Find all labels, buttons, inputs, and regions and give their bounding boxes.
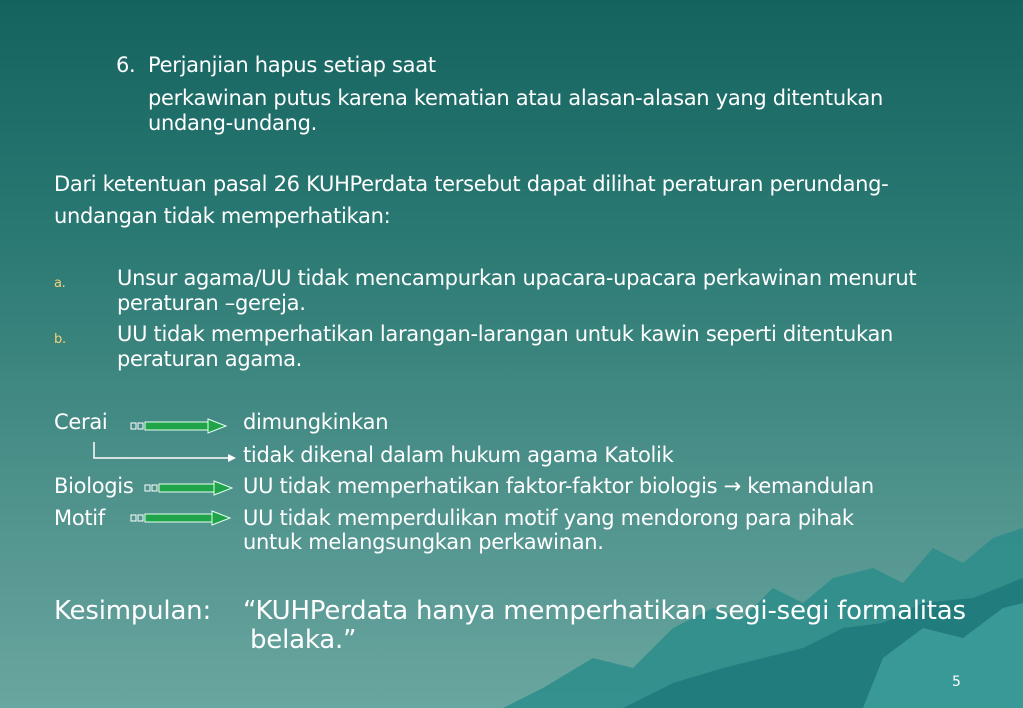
conclusion-line1: “KUHPerdata hanya memperhatikan segi-segi formalitas	[243, 596, 966, 626]
corner-arrow-icon	[88, 440, 238, 464]
motif-value2: untuk melangsungkan perkawinan.	[243, 530, 604, 554]
item-6-number: 6.	[116, 53, 136, 77]
point-a-line1: Unsur agama/UU tidak mencampurkan upacara-upacara perkawinan menurut	[117, 266, 917, 290]
arrow-right-icon	[130, 510, 234, 526]
conclusion-line2: belaka.”	[250, 625, 357, 655]
item-6-title: Perjanjian hapus setiap saat	[148, 53, 436, 77]
motif-label: Motif	[54, 506, 105, 530]
biologis-label: Biologis	[54, 474, 134, 498]
cerai-label: Cerai	[54, 410, 108, 434]
arrow-right-icon	[130, 418, 230, 434]
page-number: 5	[952, 674, 961, 690]
intro-line1: Dari ketentuan pasal 26 KUHPerdata tersebut dapat dilihat peraturan perundang-	[54, 172, 889, 196]
cerai-value1: dimungkinkan	[243, 410, 389, 434]
point-b-marker: b.	[54, 332, 66, 347]
conclusion-label: Kesimpulan:	[54, 596, 212, 626]
point-a-marker: a.	[54, 276, 66, 291]
cerai-value2: tidak dikenal dalam hukum agama Katolik	[243, 443, 674, 467]
point-a-line2: peraturan –gereja.	[117, 291, 306, 315]
motif-value1: UU tidak memperdulikan motif yang mendorong para pihak	[243, 506, 854, 530]
point-b-line2: peraturan agama.	[117, 347, 303, 371]
point-b-line1: UU tidak memperhatikan larangan-larangan untuk kawin seperti ditentukan	[117, 322, 894, 346]
intro-line2: undangan tidak memperhatikan:	[54, 204, 391, 228]
item-6-line2: undang-undang.	[148, 111, 317, 135]
arrow-right-icon	[144, 480, 236, 496]
biologis-value: UU tidak memperhatikan faktor-faktor biologis → kemandulan	[243, 474, 874, 498]
item-6-line1: perkawinan putus karena kematian atau alasan-alasan yang ditentukan	[148, 86, 883, 110]
